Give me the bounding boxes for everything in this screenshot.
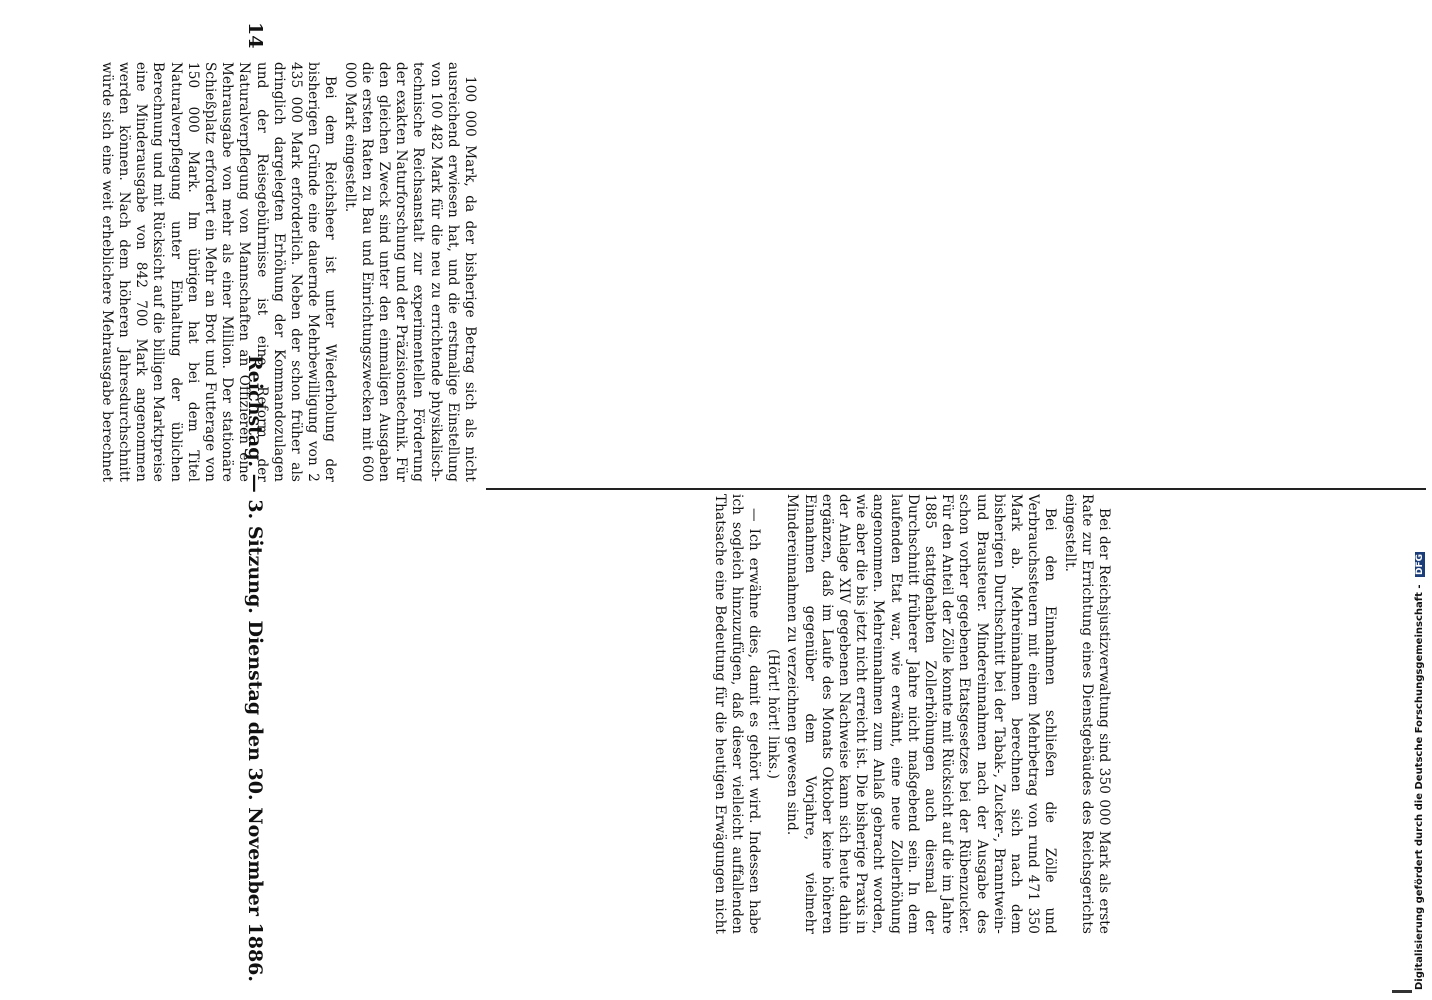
paragraph: Bei dem Reichsheer ist unter Wiederholung der bisherigen Gründe eine dauernde Mehrbewilligung von 2 435 000 Mark erforderlich. Neben der schon früher als dringlich dargelegten Erhöhung der Kommandozulagen und der Reisegebührnisse ist eine Reform der Naturalverpflegung von Mannschaften an Offizieren eine Mehrausgabe von mehr als einer Million. Der stationäre Schießplatz erfordert ein Mehr an Brot und Futterage von 150 000 Mark. Im übrigen hat bei dem Titel Naturalverpflegung unter Einhaltung der üblichen Berechnung und mit Rücksicht auf die billigen Marktpreise eine Minderausgabe von 842 700 Mark angenommen werden können. Nach dem höheren Jahresdurchschnitt würde sich eine weit erheblichere Mehrausgabe berechnet [98, 62, 339, 482]
page-number: 14 [244, 22, 266, 49]
left-column [98, 62, 478, 482]
page-title: Reichstag. — 3. Sitzung. Dienstag den 30. November 1886. [244, 354, 266, 982]
paragraph: Bei den Einnahmen schließen die Zölle und Verbrauchssteuern mit einem Mehrbetrag von rund 471 350 Mark ab. Mehreinnahmen berechnen sich nach dem bisherigen Durchschnitt bei der Tabak-, Zucker-, Branntwein- und Brausteuer. Mindereinnahmen nach der Ausgabe des schon vorher gegebenen Etatsgesetzes bei der Rübenzucker. Für den Anteil der Zölle konnte mit Rücksicht auf die im Jahre 1885 stattgehabten Zollerhöhungen auch diesmal der Durchschnitt früherer Jahre nicht maßgebend sein. In dem laufenden Etat war, wie erwähnt, eine neue Zollerhöhung angenommen. Mehreinnahmen zum Anlaß gebracht worden, wie aber die bis jetzt nicht erreicht ist. Die bisherige Praxis in der Anlage XIV gegebenen Nachweise kann sich heute dahin ergänzen, daß im Laufe des Monats Oktober keine höheren Einnahmen gegenüber dem Vorjahre, vielmehr Mindereinnahmen zu verzeichnen gewesen sind. [784, 494, 1059, 934]
column-divider [486, 488, 1426, 490]
paragraph: (Hört! hört! links.) [765, 648, 782, 780]
digitization-credit [1414, 552, 1425, 990]
dfg-logo: DFG [1415, 553, 1425, 575]
right-column [712, 494, 1112, 934]
edge-mark [1392, 990, 1412, 993]
paragraph: 100 000 Mark, da der bisherige Betrag sich als nicht ausreichend erwiesen hat, und die erstmalige Einstellung von 100 482 Mark für die neu zu errichtende physikalisch-technische Reichsanstalt zur experimentellen Förderung der exakten Naturforschung und der Präzisionstechnik. Für den gleichen Zweck sind unter den einmaligen Ausgaben die ersten Raten zu Bau und Einrichtungszwecken mit 600 000 Mark eingestellt. [341, 62, 478, 482]
paragraph: — Ich erwähne dies, damit es gehört wird. Indessen habe ich sogleich hinzuzufügen, daß dieser vielleicht auffallenden Thatsache eine Bedeutung für die heutigen Erwägungen nicht [712, 494, 762, 934]
paragraph: Bei der Reichsjustizverwaltung sind 350 000 Mark als erste Rate zur Errichtung eines Dienstgebäudes des Reichsgerichts eingestellt. [1061, 494, 1112, 934]
credit-text: Digitalisierung gefördert durch die Deutsche Forschungsgemeinschaft - [1414, 584, 1425, 990]
